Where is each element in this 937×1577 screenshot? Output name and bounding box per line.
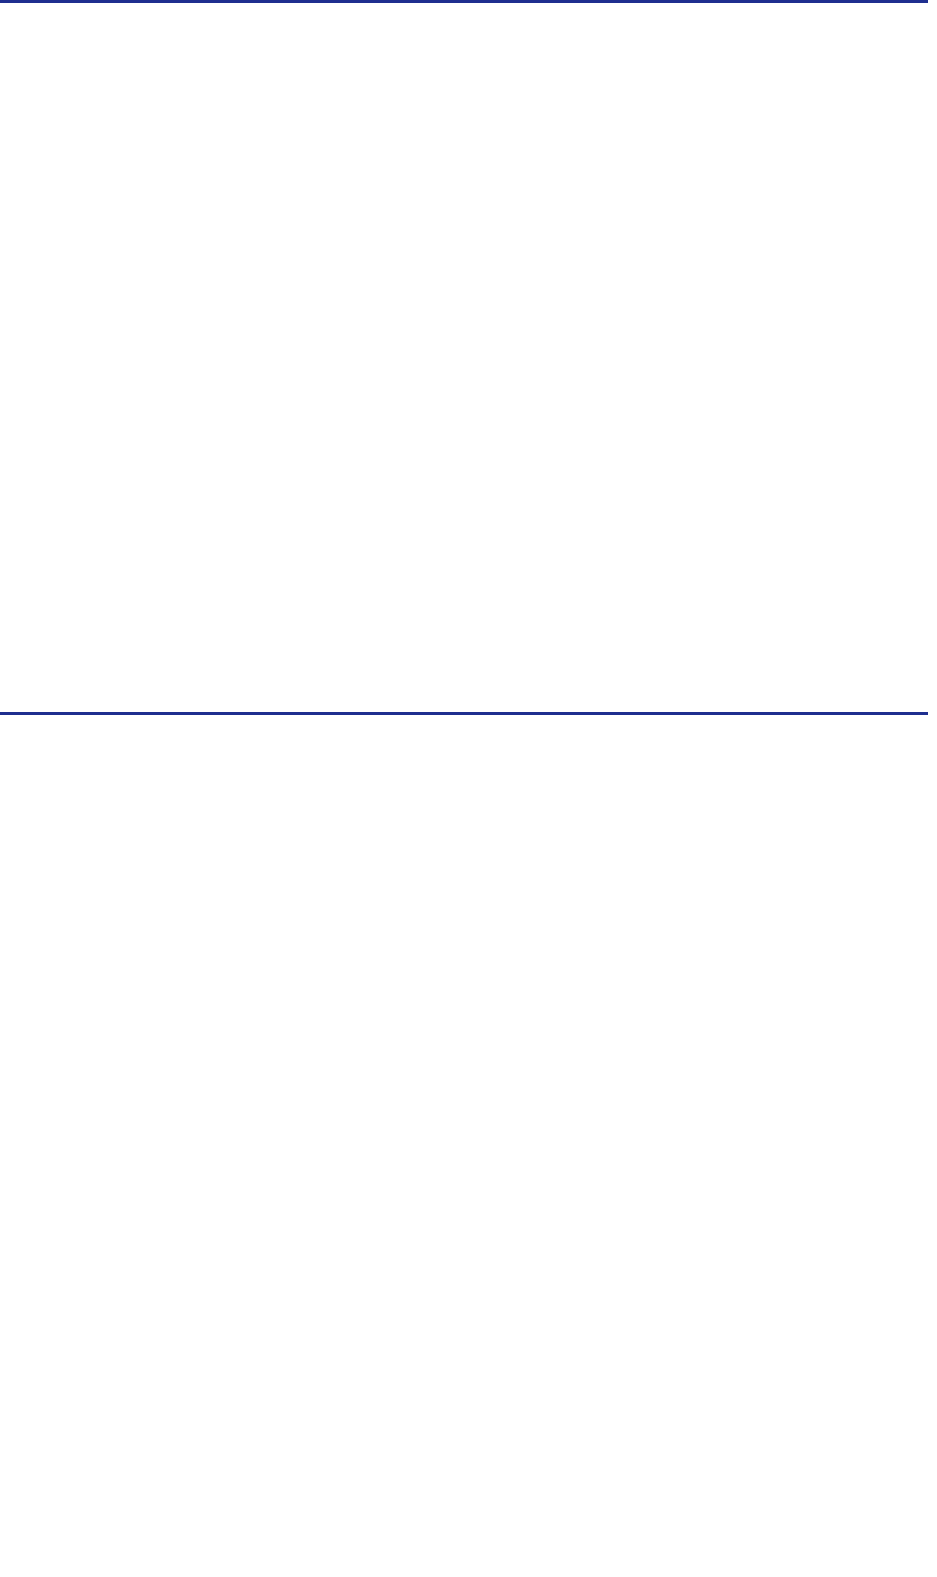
spreadsheet-block-bottom bbox=[0, 712, 928, 715]
spreadsheet-block-top bbox=[0, 0, 928, 3]
